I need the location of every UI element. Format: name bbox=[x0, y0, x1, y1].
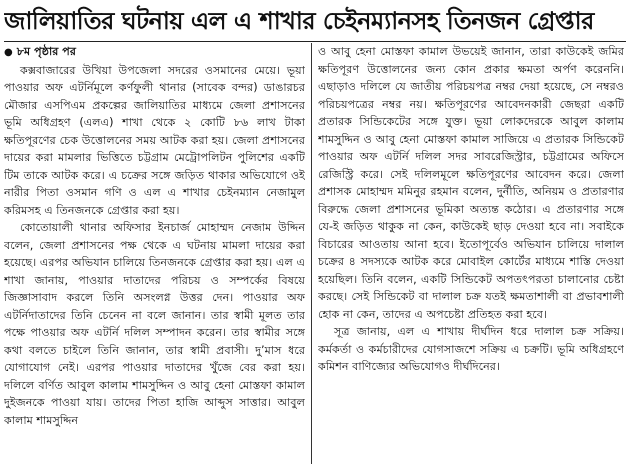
left-paragraph-1: কক্সবাজারের উখিয়া উপজেলা সদরের ওসমানের মেয়ে। ভূয়া পাওয়ার অফ এটর্নিমূলে কর্ণফুলী থানার (সাবেক বন্দর) ডাঙারচর মৌজার এসপিএম প্রকল্পের জালিয়াতির মাধ্যমে জেলা প্রশাসনের ভূমি অধিগ্রহণ (এলএ) শাখা থেকে ২ কোটি ৮৬ লাখ টাকা ক্ষতিপূরণের চেক উত্তোলনের সময় আটক করা হয়। জেলা প্রশাসনের দায়ের করা মামলার ভিত্তিতে চট্টগ্রাম মেট্রোপলিটন পুলিশের একটি টিম তাকে আটক করে। এ চক্রের সঙ্গে জড়িত থাকার অভিযোগে ওই নারীর পিতা ওসমান গণি ও এল এ শাখার চেইনম্যান নেজামুল করিমসহ এ তিনজনকে গ্রেপ্তার করা হয়। bbox=[4, 63, 305, 217]
bullet-icon: ● bbox=[4, 47, 13, 58]
left-paragraph-2: কোতোয়ালী থানার অফিসার ইনচার্জ মোহাম্মদ নেজাম উদ্দিন বলেন, জেলা প্রশাসনের পক্ষ থেকে এ ঘটনায় মামলা দায়ের করা হয়েছে। এরপর অভিযান চালিয়ে তিনজনকে গ্রেপ্তার করা হয়। এল এ শাখা জানায়, পাওয়ার দাতাদের পরিচয় ও সম্পর্কের বিষয়ে জিজ্ঞাসাবাদ করলে তিনি অসংলগ্ন উত্তর দেন। পাওয়ার অফ এটর্নিদাতাদের তিনি চেনেন না বলে জানান। তার স্বামী মূলত তার পক্ষে পাওয়ার অফ এটর্নি দলিল সম্পাদন করেন। তার স্বামীর সঙ্গে কথা বলতে চাইলে তিনি জানান, তার স্বামী প্রবাসী। দু’মাস ধরে যোগাযোগ নেই। এরপর পাওয়ার দাতাদের খুঁজে বের করা হয়। দলিলে বর্ণিত আবুল কালাম শামসুদ্দিন ও আবু হেনা মোস্তফা কামাল দুইজনকে পাওয়া যায়। তাদের পিতা হাজি আব্দুস সাত্তার। আবুল কালাম শামসুদ্দিন bbox=[4, 221, 305, 427]
column-divider bbox=[311, 43, 312, 464]
right-paragraph-1: ও আবু হেনা মোস্তফা কামাল উভয়েই জানান, তারা কাউকেই জমির ক্ষতিপূরণ উত্তোলনের জন্য কোন প্রকার ক্ষমতা অর্পণ করেননি। এছাড়াও দলিলে যে জাতীয় পরিচয়পত্র নম্বর দেয়া হয়েছে, সে নম্বরও পরিচয়পত্রের নম্বর নয়। ক্ষতিপূরণের আবেদনকারী জেছরা একটি প্রতারক সিন্ডিকেটের সঙ্গে যুক্ত। ভূয়া লোকদেরকে আবুল কালাম শামসুদ্দিন ও আবু হেনা মোস্তফা কামাল সাজিয়ে এ প্রতারক সিন্ডিকেট পাওয়ার অফ এটর্নি দলিল সদর সাবরেজিস্ট্রার, চট্টগ্রামের অফিসে রেজিস্ট্রি করে। সেই দলিলমূলে ক্ষতিপূরণের আবেদন করে। জেলা প্রশাসক মোহাম্মদ মমিনুর রহমান বলেন, দুর্নীতি, অনিয়ম ও প্রতারণার বিরুদ্ধে জেলা প্রশাসনের ভূমিকা অত্যন্ত কঠোর। এ প্রতারণার সঙ্গে যে-ই জড়িত থাকুক না কেন, কাউকেই ছাড় দেওয়া হবে না। সবাইকে বিচারের আওতায় আনা হবে। ইতোপূর্বেও অভিযান চালিয়ে দালাল চক্রের ৪ সদস্যকে আটক করে মোবাইল কোর্টের মাধ্যমে শাস্তি দেওয়া হয়েছিল। তিনি বলেন, একটি সিন্ডিকেট অপতৎপরতা চালানোর চেষ্টা করছে। সেই সিন্ডিকেট বা দালাল চক্র যতই ক্ষমতাশালী বা প্রভাবশালী হোক না কেন, তাদের এ অপচেষ্টা প্রতিহত করা হবে। bbox=[318, 45, 624, 321]
continued-from-text: ৮ম পৃষ্ঠার পর bbox=[16, 45, 77, 58]
headline: জালিয়াতির ঘটনায় এল এ শাখার চেইনম্যানসহ তিনজন গ্রেপ্তার bbox=[4, 1, 626, 42]
left-column bbox=[4, 43, 305, 464]
right-column bbox=[318, 43, 624, 464]
right-paragraph-2: সূত্র জানায়, এল এ শাখায় দীর্ঘদিন ধরে দালাল চক্র সক্রিয়। কর্মকর্তা ও কর্মচারীদের যোগসাজশে সক্রিয় এ চক্রটি। ভূমি অধিগ্রহণে কমিশন বাণিজ্যের অভিযোগও দীর্ঘদিনের। bbox=[318, 325, 624, 373]
continued-from-label bbox=[4, 43, 305, 62]
